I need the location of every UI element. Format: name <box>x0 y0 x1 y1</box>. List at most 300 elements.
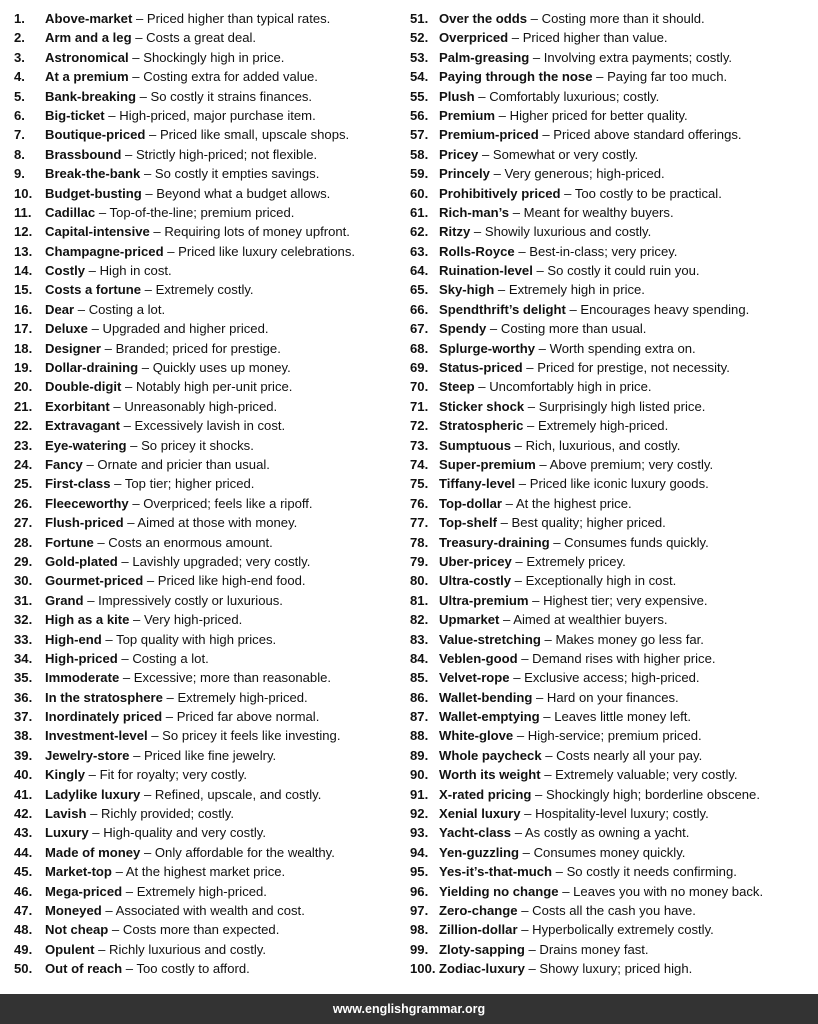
item-term: Spendy <box>439 321 487 337</box>
item-number: 87. <box>410 709 429 725</box>
list-item <box>410 261 812 280</box>
item-number: 4. <box>14 69 25 85</box>
item-separator: – <box>520 806 536 822</box>
list-item <box>410 552 812 571</box>
item-term: Capital-intensive <box>45 224 150 240</box>
item-text <box>45 474 254 493</box>
item-separator: – <box>83 592 99 608</box>
item-separator: – <box>121 146 136 162</box>
list-item <box>14 610 424 629</box>
item-separator: – <box>511 437 526 453</box>
item-number: 51. <box>410 11 429 26</box>
item-term: Zillion-dollar <box>439 922 518 938</box>
item-number: 98. <box>410 922 429 938</box>
item-text <box>45 726 340 745</box>
item-term: Spendthrift’s delight <box>439 301 566 317</box>
item-separator: – <box>132 11 147 26</box>
item-text <box>439 862 737 881</box>
item-term: Prohibitively priced <box>439 185 561 201</box>
item-separator: – <box>478 146 493 162</box>
item-text <box>45 533 273 552</box>
list-item <box>410 707 812 726</box>
item-text <box>45 494 313 513</box>
list-item <box>14 630 424 649</box>
list-item <box>14 261 424 280</box>
item-definition: Priced like fine jewelry. <box>144 747 277 763</box>
item-text <box>45 630 276 649</box>
item-definition: Highest tier; very expensive. <box>543 592 708 608</box>
item-term: Fancy <box>45 456 83 472</box>
item-text <box>439 513 666 532</box>
list-item <box>410 280 812 299</box>
item-text <box>45 87 312 106</box>
item-term: Big-ticket <box>45 107 105 123</box>
item-separator: – <box>149 224 165 240</box>
item-term: Designer <box>45 340 102 356</box>
item-definition: Aimed at wealthier buyers. <box>513 612 668 628</box>
item-number: 22. <box>14 418 33 434</box>
item-text <box>45 823 266 842</box>
item-definition: Consumes money quickly. <box>533 844 686 860</box>
item-number: 33. <box>14 631 33 647</box>
item-text <box>439 649 716 668</box>
item-term: Yielding no change <box>439 883 559 899</box>
item-text <box>439 358 730 377</box>
item-text <box>45 882 267 901</box>
item-term: Luxury <box>45 825 89 841</box>
item-term: Whole paycheck <box>439 747 542 763</box>
item-separator: – <box>524 961 540 977</box>
item-definition: Ornate and pricier than usual. <box>97 456 270 472</box>
item-text <box>45 610 242 629</box>
item-text <box>45 668 331 687</box>
item-number: 78. <box>410 534 429 550</box>
item-number: 30. <box>14 573 33 589</box>
list-item <box>14 920 424 939</box>
item-number: 64. <box>410 263 429 279</box>
item-term: Palm-greasing <box>439 49 530 65</box>
item-term: Budget-busting <box>45 185 142 201</box>
item-term: Premium <box>439 107 496 123</box>
item-text <box>45 455 270 474</box>
item-text <box>439 804 709 823</box>
item-definition: Costing a lot. <box>132 650 209 666</box>
item-number: 27. <box>14 515 33 531</box>
item-separator: – <box>496 515 512 531</box>
list-item <box>14 843 424 862</box>
item-text <box>439 668 700 687</box>
item-definition: Costs nearly all your pay. <box>556 747 703 763</box>
item-text <box>439 707 691 726</box>
item-text <box>439 106 688 125</box>
item-term: Extravagant <box>45 418 120 434</box>
item-number: 69. <box>410 360 429 376</box>
item-number: 70. <box>410 379 429 395</box>
item-text <box>45 280 254 299</box>
item-text <box>439 125 742 144</box>
item-term: Kingly <box>45 767 86 783</box>
list-item <box>410 474 812 493</box>
item-definition: Shockingly high in price. <box>143 49 285 65</box>
item-separator: – <box>140 786 155 802</box>
item-separator: – <box>517 922 533 938</box>
item-term: Break-the-bank <box>45 166 141 182</box>
item-term: At a premium <box>45 69 129 85</box>
item-number: 74. <box>410 456 429 472</box>
list-item <box>14 164 424 183</box>
item-definition: Richly luxurious and costly. <box>109 941 266 957</box>
item-term: X-rated pricing <box>439 786 532 802</box>
item-separator: – <box>524 941 540 957</box>
item-definition: Makes money go less far. <box>555 631 704 647</box>
list-item <box>14 416 424 435</box>
item-definition: Associated with wealth and cost. <box>115 902 305 918</box>
list-item <box>410 901 812 920</box>
item-definition: Rich, luxurious, and costly. <box>525 437 681 453</box>
item-separator: – <box>535 456 550 472</box>
item-text <box>439 280 645 299</box>
item-term: Xenial luxury <box>439 806 521 822</box>
item-definition: Quickly uses up money. <box>152 360 291 376</box>
item-text <box>45 591 283 610</box>
item-definition: High in cost. <box>99 263 172 279</box>
item-separator: – <box>110 476 125 492</box>
list-item <box>14 203 424 222</box>
item-separator: – <box>162 689 178 705</box>
item-separator: – <box>141 185 157 201</box>
item-term: Fleeceworthy <box>45 495 129 511</box>
item-number: 91. <box>410 786 429 802</box>
item-definition: Hard on your finances. <box>546 689 679 705</box>
item-definition: Hospitality-level luxury; costly. <box>535 806 709 822</box>
item-text <box>45 804 234 823</box>
list-item <box>14 494 424 513</box>
item-number: 50. <box>14 961 33 977</box>
item-separator: – <box>85 263 100 279</box>
item-text <box>439 571 676 590</box>
item-number: 28. <box>14 534 33 550</box>
item-text <box>45 358 291 377</box>
item-separator: – <box>552 864 567 880</box>
list-item <box>410 319 812 338</box>
list-item <box>14 106 424 125</box>
item-text <box>45 688 308 707</box>
item-term: Moneyed <box>45 902 102 918</box>
item-separator: – <box>519 844 534 860</box>
item-definition: Priced above standard offerings. <box>553 127 742 143</box>
item-separator: – <box>129 612 144 628</box>
item-text <box>45 707 319 726</box>
item-number: 100. <box>410 961 436 977</box>
item-separator: – <box>147 728 163 744</box>
item-number: 24. <box>14 456 33 472</box>
item-separator: – <box>517 650 533 666</box>
item-number: 12. <box>14 224 33 240</box>
list-item <box>410 649 812 668</box>
item-separator: – <box>128 69 144 85</box>
item-text <box>439 377 652 396</box>
list-item <box>410 688 812 707</box>
item-term: Ultra-premium <box>439 592 529 608</box>
item-number: 32. <box>14 612 33 628</box>
item-separator: – <box>111 864 126 880</box>
item-separator: – <box>539 709 555 725</box>
item-number: 82. <box>410 612 429 628</box>
item-number: 75. <box>410 476 429 492</box>
list-item <box>14 125 424 144</box>
item-definition: Surprisingly high listed price. <box>538 398 706 414</box>
item-term: Princely <box>439 166 490 182</box>
item-separator: – <box>94 941 110 957</box>
item-definition: So costly it needs confirming. <box>566 864 737 880</box>
item-definition: Demand rises with higher price. <box>532 650 716 666</box>
footer-url[interactable]: www.englishgrammar.org <box>332 1002 486 1016</box>
item-number: 3. <box>14 49 25 65</box>
item-text <box>439 843 685 862</box>
list-item <box>410 591 812 610</box>
item-term: Top-dollar <box>439 495 503 511</box>
item-separator: – <box>538 127 554 143</box>
list-item <box>410 203 812 222</box>
list-item <box>14 649 424 668</box>
item-separator: – <box>517 902 533 918</box>
item-text <box>439 494 632 513</box>
item-number: 79. <box>410 553 429 569</box>
item-definition: Upgraded and higher priced. <box>102 321 269 337</box>
item-definition: Very high-priced. <box>143 612 243 628</box>
item-separator: – <box>108 922 123 938</box>
item-number: 56. <box>410 107 429 123</box>
item-definition: Priced like small, upscale shops. <box>159 127 350 143</box>
item-text <box>45 649 209 668</box>
list-item <box>14 746 424 765</box>
item-text <box>439 940 649 959</box>
item-separator: – <box>95 204 110 220</box>
item-number: 55. <box>410 88 429 104</box>
item-definition: Lavishly upgraded; very costly. <box>132 553 311 569</box>
item-definition: Unreasonably high-priced. <box>124 398 278 414</box>
item-number: 52. <box>410 30 429 46</box>
item-definition: Costs more than expected. <box>122 922 280 938</box>
item-definition: Costing more than usual. <box>500 321 647 337</box>
item-text <box>439 882 763 901</box>
item-definition: Showy luxury; priced high. <box>539 961 693 977</box>
item-separator: – <box>540 767 556 783</box>
item-number: 65. <box>410 282 429 298</box>
item-term: Splurge-worthy <box>439 340 536 356</box>
item-definition: Meant for wealthy buyers. <box>523 204 674 220</box>
item-definition: Too costly to afford. <box>136 961 250 977</box>
item-text <box>45 552 310 571</box>
item-definition: Consumes funds quickly. <box>564 534 709 550</box>
item-number: 67. <box>410 321 429 337</box>
item-separator: – <box>560 185 575 201</box>
item-definition: Best-in-class; very pricey. <box>529 243 678 259</box>
item-definition: Too costly to be practical. <box>574 185 722 201</box>
item-term: Value-stretching <box>439 631 541 647</box>
list-item <box>14 242 424 261</box>
item-separator: – <box>524 398 539 414</box>
list-item <box>14 571 424 590</box>
item-term: Paying through the nose <box>439 69 593 85</box>
item-text <box>439 823 689 842</box>
item-definition: So pricey it shocks. <box>141 437 254 453</box>
list-item <box>14 474 424 493</box>
list-item <box>14 688 424 707</box>
item-definition: Involving extra payments; costly. <box>543 49 733 65</box>
list-item <box>410 242 812 261</box>
item-text <box>439 765 738 784</box>
item-text <box>45 164 319 183</box>
item-term: Opulent <box>45 941 95 957</box>
item-number: 39. <box>14 747 33 763</box>
item-text <box>439 416 668 435</box>
list-item <box>14 552 424 571</box>
list-item <box>410 571 812 590</box>
item-separator: – <box>145 127 160 143</box>
item-definition: Beyond what a budget allows. <box>156 185 331 201</box>
list-item <box>410 339 812 358</box>
item-text <box>439 300 749 319</box>
item-text <box>439 203 674 222</box>
item-definition: Fit for royalty; very costly. <box>99 767 248 783</box>
item-term: Arm and a leg <box>45 30 132 46</box>
list-item <box>14 67 424 86</box>
item-number: 89. <box>410 747 429 763</box>
item-text <box>45 862 285 881</box>
item-term: High as a kite <box>45 612 130 628</box>
item-number: 13. <box>14 243 33 259</box>
item-separator: – <box>131 30 147 46</box>
item-text <box>439 184 722 203</box>
item-number: 77. <box>410 515 429 531</box>
item-separator: – <box>470 224 485 240</box>
item-term: Top-shelf <box>439 515 497 531</box>
item-number: 92. <box>410 806 429 822</box>
item-number: 43. <box>14 825 33 841</box>
list-item <box>410 533 812 552</box>
item-definition: So pricey it feels like investing. <box>162 728 341 744</box>
list-item <box>410 920 812 939</box>
item-term: Yes-it’s-that-much <box>439 864 553 880</box>
list-item <box>410 9 812 28</box>
list-item <box>410 300 812 319</box>
list-item <box>410 765 812 784</box>
item-number: 63. <box>410 243 429 259</box>
item-number: 61. <box>410 204 429 220</box>
item-separator: – <box>138 360 153 376</box>
item-separator: – <box>531 786 546 802</box>
list-item <box>14 785 424 804</box>
item-term: Jewelry-store <box>45 747 130 763</box>
item-number: 84. <box>410 650 429 666</box>
item-number: 16. <box>14 301 33 317</box>
item-definition: Costing a lot. <box>88 301 166 317</box>
item-definition: At the highest price. <box>515 495 632 511</box>
item-separator: – <box>129 747 144 763</box>
item-definition: Best quality; higher priced. <box>511 515 666 531</box>
item-separator: – <box>163 243 179 259</box>
item-separator: – <box>502 495 516 511</box>
item-separator: – <box>549 534 565 550</box>
item-separator: – <box>527 11 542 26</box>
item-term: Premium-priced <box>439 127 539 143</box>
item-term: Steep <box>439 379 475 395</box>
item-text <box>439 533 709 552</box>
item-term: Yacht-class <box>439 825 512 841</box>
list-item <box>410 940 812 959</box>
item-text <box>439 339 696 358</box>
item-separator: – <box>514 243 530 259</box>
item-text <box>439 552 626 571</box>
item-separator: – <box>117 553 133 569</box>
item-definition: Impressively costly or luxurious. <box>98 592 283 608</box>
item-number: 11. <box>14 204 32 220</box>
item-definition: As costly as owning a yacht. <box>524 825 690 841</box>
item-number: 54. <box>410 69 429 85</box>
item-number: 42. <box>14 806 33 822</box>
item-separator: – <box>121 379 136 395</box>
item-number: 85. <box>410 670 429 686</box>
item-term: Dollar-draining <box>45 360 139 376</box>
item-separator: – <box>535 340 550 356</box>
item-definition: Costing more than it should. <box>541 11 705 26</box>
list-item <box>14 145 424 164</box>
item-separator: – <box>509 204 524 220</box>
list-item <box>14 882 424 901</box>
footer-bar <box>0 994 818 1024</box>
list-item <box>410 222 812 241</box>
item-term: Zloty-sapping <box>439 941 525 957</box>
item-text <box>45 959 250 978</box>
item-definition: High-quality and very costly. <box>103 825 266 841</box>
item-definition: Leaves little money left. <box>554 709 692 725</box>
item-text <box>45 9 330 28</box>
item-separator: – <box>532 263 548 279</box>
item-definition: Richly provided; costly. <box>101 806 234 822</box>
item-definition: Encourages heavy spending. <box>580 301 750 317</box>
item-term: Investment-level <box>45 728 148 744</box>
item-number: 5. <box>14 88 25 104</box>
item-term: Costs a fortune <box>45 282 142 298</box>
list-item <box>14 959 424 978</box>
item-text <box>439 610 668 629</box>
left-column <box>14 9 424 979</box>
item-separator: – <box>104 107 120 123</box>
item-number: 1. <box>14 11 25 26</box>
item-separator: – <box>140 844 155 860</box>
item-definition: Extremely pricey. <box>526 553 626 569</box>
item-definition: Costs a great deal. <box>146 30 257 46</box>
item-definition: Notably high per-unit price. <box>135 379 293 395</box>
item-number: 73. <box>410 437 429 453</box>
item-term: Gourmet-priced <box>45 573 144 589</box>
list-item <box>14 28 424 47</box>
list-item <box>410 67 812 86</box>
item-separator: – <box>499 612 514 628</box>
list-item <box>14 823 424 842</box>
item-number: 38. <box>14 728 33 744</box>
item-text <box>45 261 172 280</box>
item-definition: Hyperbolically extremely costly. <box>532 922 714 938</box>
item-separator: – <box>109 398 125 414</box>
item-separator: – <box>511 825 525 841</box>
item-text <box>45 242 355 261</box>
item-definition: Exclusive access; high-priced. <box>524 670 700 686</box>
item-text <box>45 416 285 435</box>
item-separator: – <box>93 534 109 550</box>
item-number: 6. <box>14 107 25 123</box>
